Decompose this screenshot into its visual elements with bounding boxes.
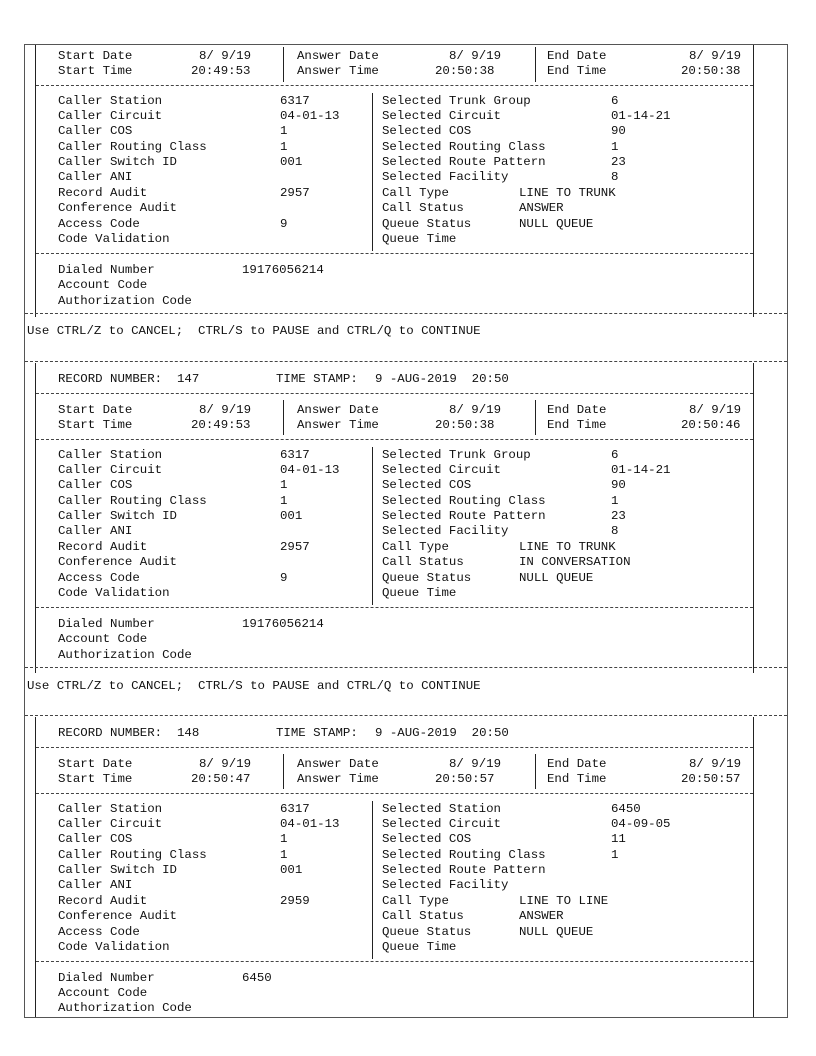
selected-route-pattern-label: Selected Route Pattern	[382, 863, 546, 877]
caller-switch-id-label: Caller Switch ID	[58, 509, 177, 523]
selected-facility-label: Selected Facility	[382, 878, 509, 892]
caller-station-value: 6317	[280, 802, 310, 816]
dialed-number-value: 19176056214	[242, 263, 324, 277]
selected-circuit-value: 01-14-21	[611, 109, 671, 123]
conference-audit-label: Conference Audit	[58, 909, 177, 923]
record-end-separator	[25, 667, 787, 668]
end-time-value: 20:50:57	[681, 772, 741, 786]
selected-cos-value: 90	[611, 124, 626, 138]
separator	[36, 607, 753, 608]
answer-date-value: 8/ 9/19	[449, 757, 502, 771]
caller-station-value: 6317	[280, 94, 310, 108]
record-audit-value: 2957	[280, 186, 310, 200]
start-date-value: 8/ 9/19	[199, 757, 252, 771]
queue-status-label: Queue Status	[382, 925, 472, 939]
selected-routing-class-value: 1	[611, 494, 619, 508]
selected-cos-value: 90	[611, 478, 626, 492]
caller-ani-label: Caller ANI	[58, 170, 133, 184]
call-type-value: LINE TO LINE	[519, 894, 609, 908]
queue-status-label: Queue Status	[382, 217, 472, 231]
column-divider	[535, 754, 536, 789]
answer-time-label: Answer Time	[297, 64, 379, 78]
call-status-label: Call Status	[382, 555, 464, 569]
selected-circuit-label: Selected Circuit	[382, 109, 501, 123]
caller-cos-label: Caller COS	[58, 478, 133, 492]
caller-ani-label: Caller ANI	[58, 878, 133, 892]
call-status-label: Call Status	[382, 201, 464, 215]
conference-audit-label: Conference Audit	[58, 555, 177, 569]
start-date-label: Start Date	[58, 49, 133, 63]
queue-status-label: Queue Status	[382, 571, 472, 585]
selected-cos-label: Selected COS	[382, 478, 472, 492]
selected-value: 6450	[611, 802, 641, 816]
answer-date-label: Answer Date	[297, 757, 379, 771]
column-divider	[535, 400, 536, 435]
record-end-separator	[25, 313, 787, 314]
queue-status-value: NULL QUEUE	[519, 925, 594, 939]
dialed-number-value: 19176056214	[242, 617, 324, 631]
selected-facility-label: Selected Facility	[382, 170, 509, 184]
selected-cos-label: Selected COS	[382, 832, 472, 846]
answer-time-value: 20:50:38	[435, 418, 495, 432]
start-date-label: Start Date	[58, 403, 133, 417]
caller-station-label: Caller Station	[58, 94, 163, 108]
authorization-code-label: Authorization Code	[58, 1001, 192, 1015]
access-code-value: 9	[280, 571, 288, 585]
call-type-label: Call Type	[382, 894, 449, 908]
caller-station-label: Caller Station	[58, 802, 163, 816]
control-hint-line: Use CTRL/Z to CANCEL; CTRL/S to PAUSE and CTRL/Q to CONTINUE	[27, 679, 481, 693]
answer-date-value: 8/ 9/19	[449, 403, 502, 417]
dialed-number-label: Dialed Number	[58, 263, 155, 277]
answer-date-label: Answer Date	[297, 49, 379, 63]
access-code-value: 9	[280, 217, 288, 231]
record-right-border	[753, 45, 754, 317]
selected-label: Selected Trunk Group	[382, 448, 531, 462]
start-time-value: 20:50:47	[191, 772, 251, 786]
answer-time-label: Answer Time	[297, 772, 379, 786]
separator	[36, 253, 753, 254]
caller-routing-class-label: Caller Routing Class	[58, 848, 207, 862]
terminal-printout	[24, 44, 788, 1018]
record-number-label: RECORD NUMBER:	[58, 372, 163, 386]
separator	[36, 85, 753, 86]
selected-routing-class-label: Selected Routing Class	[382, 848, 546, 862]
dialed-number-label: Dialed Number	[58, 617, 155, 631]
account-code-label: Account Code	[58, 278, 148, 292]
record-start-separator	[25, 715, 787, 716]
start-time-label: Start Time	[58, 64, 133, 78]
column-divider	[372, 801, 373, 959]
caller-station-label: Caller Station	[58, 448, 163, 462]
end-time-value: 20:50:38	[681, 64, 741, 78]
end-time-value: 20:50:46	[681, 418, 741, 432]
record-start-separator	[25, 361, 787, 362]
start-time-label: Start Time	[58, 772, 133, 786]
caller-circuit-value: 04-01-13	[280, 463, 340, 477]
answer-date-value: 8/ 9/19	[449, 49, 502, 63]
end-time-label: End Time	[547, 64, 607, 78]
call-status-value: ANSWER	[519, 201, 564, 215]
column-divider	[283, 47, 284, 82]
time-stamp-label: TIME STAMP:	[276, 726, 358, 740]
caller-switch-id-value: 001	[280, 509, 303, 523]
selected-route-pattern-value: 23	[611, 155, 626, 169]
access-code-label: Access Code	[58, 217, 140, 231]
selected-facility-label: Selected Facility	[382, 524, 509, 538]
dialed-number-value: 6450	[242, 971, 272, 985]
authorization-code-label: Authorization Code	[58, 294, 192, 308]
call-type-value: LINE TO TRUNK	[519, 186, 616, 200]
end-date-value: 8/ 9/19	[689, 757, 742, 771]
queue-time-label: Queue Time	[382, 232, 457, 246]
column-divider	[283, 754, 284, 789]
call-status-label: Call Status	[382, 909, 464, 923]
call-type-label: Call Type	[382, 186, 449, 200]
dialed-number-label: Dialed Number	[58, 971, 155, 985]
selected-circuit-label: Selected Circuit	[382, 463, 501, 477]
caller-switch-id-label: Caller Switch ID	[58, 863, 177, 877]
column-divider	[372, 447, 373, 605]
access-code-label: Access Code	[58, 571, 140, 585]
selected-routing-class-value: 1	[611, 140, 619, 154]
account-code-label: Account Code	[58, 986, 148, 1000]
end-time-label: End Time	[547, 772, 607, 786]
end-date-label: End Date	[547, 49, 607, 63]
start-time-value: 20:49:53	[191, 64, 251, 78]
record-number-value: 147	[177, 372, 200, 386]
record-audit-value: 2959	[280, 894, 310, 908]
selected-routing-class-label: Selected Routing Class	[382, 494, 546, 508]
caller-ani-label: Caller ANI	[58, 524, 133, 538]
record-number-value: 148	[177, 726, 200, 740]
selected-label: Selected Trunk Group	[382, 94, 531, 108]
caller-cos-label: Caller COS	[58, 124, 133, 138]
call-status-value: IN CONVERSATION	[519, 555, 631, 569]
time-stamp-label: TIME STAMP:	[276, 372, 358, 386]
record-right-border	[753, 717, 754, 1017]
caller-routing-class-label: Caller Routing Class	[58, 140, 207, 154]
control-hint-line: Use CTRL/Z to CANCEL; CTRL/S to PAUSE and CTRL/Q to CONTINUE	[27, 324, 481, 338]
caller-switch-id-value: 001	[280, 155, 303, 169]
call-type-value: LINE TO TRUNK	[519, 540, 616, 554]
selected-circuit-label: Selected Circuit	[382, 817, 501, 831]
start-date-label: Start Date	[58, 757, 133, 771]
caller-circuit-value: 04-01-13	[280, 109, 340, 123]
caller-cos-value: 1	[280, 478, 288, 492]
call-status-value: ANSWER	[519, 909, 564, 923]
selected-routing-class-label: Selected Routing Class	[382, 140, 546, 154]
queue-time-label: Queue Time	[382, 940, 457, 954]
caller-routing-class-value: 1	[280, 494, 288, 508]
caller-cos-label: Caller COS	[58, 832, 133, 846]
end-date-value: 8/ 9/19	[689, 49, 742, 63]
selected-cos-value: 11	[611, 832, 626, 846]
start-date-value: 8/ 9/19	[199, 49, 252, 63]
selected-value: 6	[611, 448, 619, 462]
record-left-border	[35, 717, 36, 1017]
column-divider	[372, 93, 373, 251]
end-time-label: End Time	[547, 418, 607, 432]
caller-circuit-label: Caller Circuit	[58, 817, 163, 831]
column-divider	[535, 47, 536, 82]
selected-route-pattern-label: Selected Route Pattern	[382, 509, 546, 523]
separator	[36, 393, 753, 394]
time-stamp-value: 9 -AUG-2019 20:50	[375, 726, 509, 740]
answer-date-label: Answer Date	[297, 403, 379, 417]
answer-time-label: Answer Time	[297, 418, 379, 432]
selected-value: 6	[611, 94, 619, 108]
selected-circuit-value: 04-09-05	[611, 817, 671, 831]
access-code-label: Access Code	[58, 925, 140, 939]
record-number-label: RECORD NUMBER:	[58, 726, 163, 740]
call-type-label: Call Type	[382, 540, 449, 554]
queue-time-label: Queue Time	[382, 586, 457, 600]
selected-facility-value: 8	[611, 524, 619, 538]
caller-station-value: 6317	[280, 448, 310, 462]
record-audit-label: Record Audit	[58, 186, 148, 200]
answer-time-value: 20:50:38	[435, 64, 495, 78]
start-date-value: 8/ 9/19	[199, 403, 252, 417]
separator	[36, 793, 753, 794]
start-time-label: Start Time	[58, 418, 133, 432]
record-audit-label: Record Audit	[58, 540, 148, 554]
caller-switch-id-value: 001	[280, 863, 303, 877]
conference-audit-label: Conference Audit	[58, 201, 177, 215]
queue-status-value: NULL QUEUE	[519, 217, 594, 231]
code-validation-label: Code Validation	[58, 232, 170, 246]
caller-cos-value: 1	[280, 124, 288, 138]
selected-label: Selected Station	[382, 802, 501, 816]
code-validation-label: Code Validation	[58, 586, 170, 600]
answer-time-value: 20:50:57	[435, 772, 495, 786]
separator	[36, 439, 753, 440]
caller-circuit-label: Caller Circuit	[58, 109, 163, 123]
caller-circuit-label: Caller Circuit	[58, 463, 163, 477]
end-date-label: End Date	[547, 403, 607, 417]
queue-status-value: NULL QUEUE	[519, 571, 594, 585]
caller-routing-class-value: 1	[280, 140, 288, 154]
selected-cos-label: Selected COS	[382, 124, 472, 138]
selected-facility-value: 8	[611, 170, 619, 184]
selected-routing-class-value: 1	[611, 848, 619, 862]
record-right-border	[753, 363, 754, 673]
caller-routing-class-value: 1	[280, 848, 288, 862]
selected-circuit-value: 01-14-21	[611, 463, 671, 477]
time-stamp-value: 9 -AUG-2019 20:50	[375, 372, 509, 386]
code-validation-label: Code Validation	[58, 940, 170, 954]
start-time-value: 20:49:53	[191, 418, 251, 432]
record-left-border	[35, 363, 36, 673]
selected-route-pattern-label: Selected Route Pattern	[382, 155, 546, 169]
record-audit-value: 2957	[280, 540, 310, 554]
separator	[36, 961, 753, 962]
caller-switch-id-label: Caller Switch ID	[58, 155, 177, 169]
end-date-value: 8/ 9/19	[689, 403, 742, 417]
caller-circuit-value: 04-01-13	[280, 817, 340, 831]
separator	[36, 747, 753, 748]
record-audit-label: Record Audit	[58, 894, 148, 908]
column-divider	[283, 400, 284, 435]
caller-cos-value: 1	[280, 832, 288, 846]
authorization-code-label: Authorization Code	[58, 648, 192, 662]
account-code-label: Account Code	[58, 632, 148, 646]
end-date-label: End Date	[547, 757, 607, 771]
caller-routing-class-label: Caller Routing Class	[58, 494, 207, 508]
selected-route-pattern-value: 23	[611, 509, 626, 523]
